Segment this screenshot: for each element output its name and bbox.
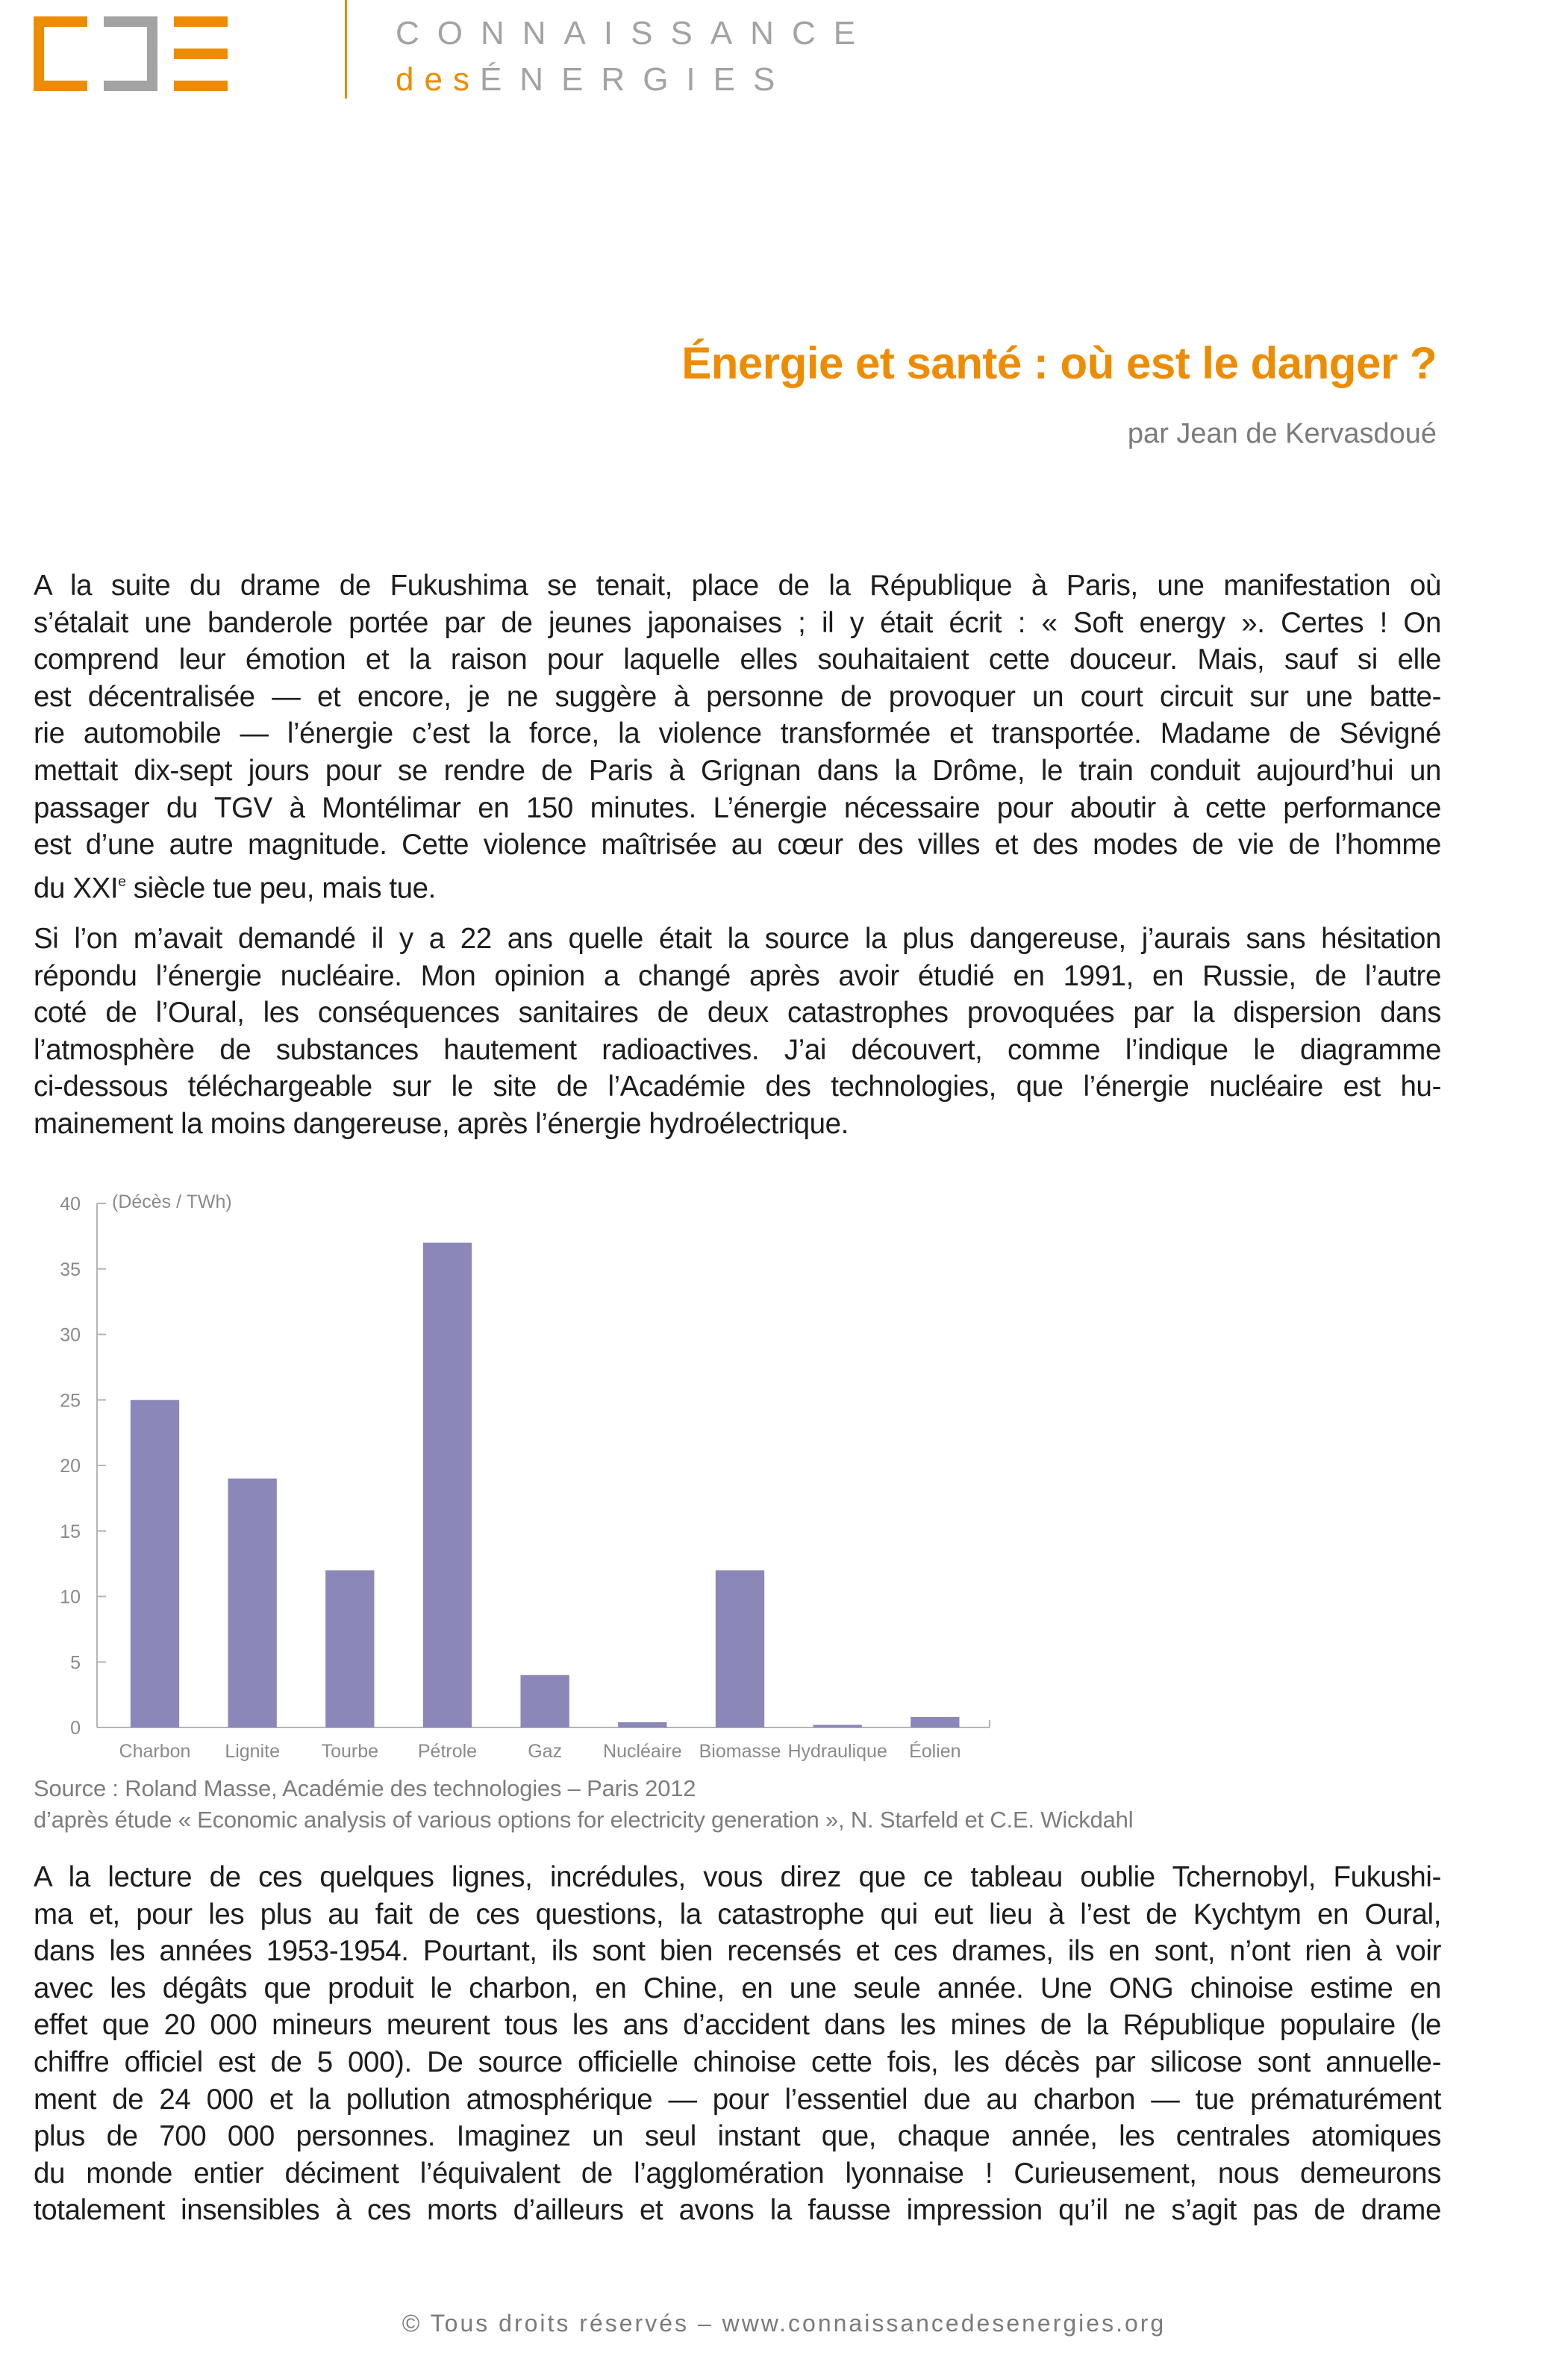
text-line: du monde entier déciment l’équivalent de l’agglomération lyonnaise ! Curieusement, nous demeurons [34, 2157, 1441, 2190]
footer-link[interactable]: © Tous droits réservés – www.connaissancedesenergies.org [402, 2310, 1166, 2337]
logo-divider [345, 0, 347, 99]
article-title: Énergie et santé : où est le danger ? [681, 338, 1437, 388]
logo-mark-c [34, 16, 87, 91]
text-line: répondu l’énergie nucléaire. Mon opinion a changé après avoir étudié en 1991, en Russie, de l’autre [34, 959, 1441, 992]
x-tick-label: Nucléaire [603, 1741, 682, 1762]
text-line: ma et, pour les plus au fait de ces questions, la catastrophe qui eut lieu à l’est de Kychtym en Oural, [34, 1898, 1441, 1931]
text-line: A la suite du drame de Fukushima se tenait, place de la République à Paris, une manifestation où [34, 570, 1441, 602]
x-tick-label: Biomasse [699, 1741, 781, 1762]
chart-source-caption: Source : Roland Masse, Académie des technologies – Paris 2012 [34, 1775, 696, 1801]
text-line: effet que 20 000 mineurs meurent tous les ans d’accident dans les mines de la République populaire (le [34, 2009, 1441, 2042]
x-tick-label: Hydraulique [787, 1741, 887, 1762]
text-line: chiffre officiel est de 5 000). De source officielle chinoise cette fois, les décès par silicose sont annuelle- [34, 2045, 1441, 2078]
bar-biomasse [716, 1570, 764, 1727]
bar-éolien [910, 1717, 959, 1727]
brand-line1: CONNAISSANCE [396, 15, 874, 52]
brand-wordmark [396, 10, 873, 103]
text-line: mainement la moins dangereuse, après l’énergie hydroélectrique. [34, 1107, 849, 1140]
footer-copyright [0, 2310, 1568, 2337]
site-logo[interactable] [34, 16, 291, 91]
y-tick-label: 40 [60, 1194, 81, 1215]
text-line: ci-dessous téléchargeable sur le site de l’Académie des technologies, que l’énergie nucléaire est hu- [34, 1071, 1441, 1103]
superscript: e [118, 873, 126, 890]
y-tick-label: 15 [60, 1521, 81, 1542]
bar-pétrole [423, 1243, 472, 1727]
bar-charbon [131, 1400, 179, 1727]
logo-mark-d [104, 16, 157, 91]
brand-line2-main: ÉNERGIES [479, 61, 793, 98]
text-line: A la lecture de ces quelques lignes, incrédules, vous direz que ce tableau oublie Tchernobyl, Fukushi- [34, 1861, 1441, 1893]
paragraph-1 [34, 567, 1441, 905]
x-tick-label: Éolien [909, 1741, 961, 1762]
text-line [34, 864, 1441, 905]
text-line: s’étalait une banderole portée par de jeunes japonaises ; il y était écrit : « Soft energy ». Certes ! On [34, 606, 1441, 639]
article-byline: par Jean de Kervasdoué [1127, 418, 1437, 449]
x-tick-label: Tourbe [321, 1741, 379, 1762]
x-tick-label: Pétrole [417, 1741, 478, 1762]
text-line: ment de 24 000 et la pollution atmosphérique — pour l’essentiel due au charbon — tue prématurément [34, 2083, 1441, 2116]
chart-study-caption: d’après étude « Economic analysis of various options for electricity generation », N. Starfeld et C.E. Wickdahl [34, 1807, 1134, 1833]
brand-line2 [396, 57, 873, 103]
text-line: est décentralisée — et encore, je ne suggère à personne de provoquer un court circuit sur une batte- [34, 680, 1441, 713]
text-line: coté de l’Oural, les conséquences sanitaires de deux catastrophes provoquées par la dispersion dans [34, 997, 1441, 1029]
x-tick-label: Gaz [528, 1741, 563, 1762]
bar-gaz [520, 1675, 569, 1727]
y-tick-label: 25 [60, 1390, 81, 1412]
text-line: totalement insensibles à ces morts d’ailleurs et avons la fausse impression qu’il ne s’agit pas de drame [34, 2194, 1441, 2227]
bar-lignite [228, 1479, 276, 1727]
text-line: Si l’on m’avait demandé il y a 22 ans quelle était la source la plus dangereuse, j’aurais sans hésitation [34, 923, 1441, 955]
text-segment: siècle tue peu, mais tue. [125, 872, 436, 905]
y-tick-label: 10 [60, 1586, 81, 1608]
bar-tourbe [325, 1570, 374, 1727]
x-tick-label: Charbon [119, 1741, 191, 1762]
text-line: avec les dégâts que produit le charbon, en Chine, en une seule année. Une ONG chinoise estime en [34, 1972, 1441, 2004]
logo-mark-e [174, 16, 228, 91]
chart-y-unit-label: (Décès / TWh) [112, 1191, 232, 1212]
y-tick-label: 20 [60, 1456, 81, 1477]
text-line: rie automobile — l’énergie c’est la force, la violence transformée et transportée. Madame de Sévigné [34, 717, 1441, 750]
text-segment: du XXI [34, 872, 119, 905]
bar-nucléaire [618, 1722, 666, 1727]
text-line: comprend leur émotion et la raison pour laquelle elles souhaitaient cette douceur. Mais, sauf si elle [34, 644, 1441, 676]
y-tick-label: 0 [70, 1718, 81, 1739]
y-tick-label: 30 [60, 1324, 81, 1346]
text-line: l’atmosphère de substances hautement radioactives. J’ai découvert, comme l’indique le diagramme [34, 1033, 1441, 1066]
y-tick-label: 5 [70, 1652, 81, 1674]
text-line: est d’une autre magnitude. Cette violence maîtrisée au cœur des villes et des modes de vie de l’homme [34, 829, 1441, 861]
paragraph-3 [34, 1859, 1441, 2229]
text-line: plus de 700 000 personnes. Imaginez un seul instant que, chaque année, les centrales atomiques [34, 2120, 1441, 2153]
x-tick-label: Lignite [225, 1741, 280, 1762]
deaths-per-twh-bar-chart [30, 1187, 1015, 1769]
text-line: passager du TGV à Montélimar en 150 minutes. L’énergie nécessaire pour aboutir à cette performance [34, 791, 1441, 824]
paragraph-2 [34, 920, 1441, 1143]
text-line: mettait dix-sept jours pour se rendre de Paris à Grignan dans la Drôme, le train conduit aujourd’hui un [34, 754, 1441, 787]
brand-line2-prefix: des [396, 61, 480, 98]
bar-hydraulique [813, 1724, 861, 1727]
text-line: dans les années 1953-1954. Pourtant, ils sont bien recensés et ces drames, ils en sont, n’ont rien à voir [34, 1935, 1441, 1968]
y-tick-label: 35 [60, 1259, 81, 1280]
